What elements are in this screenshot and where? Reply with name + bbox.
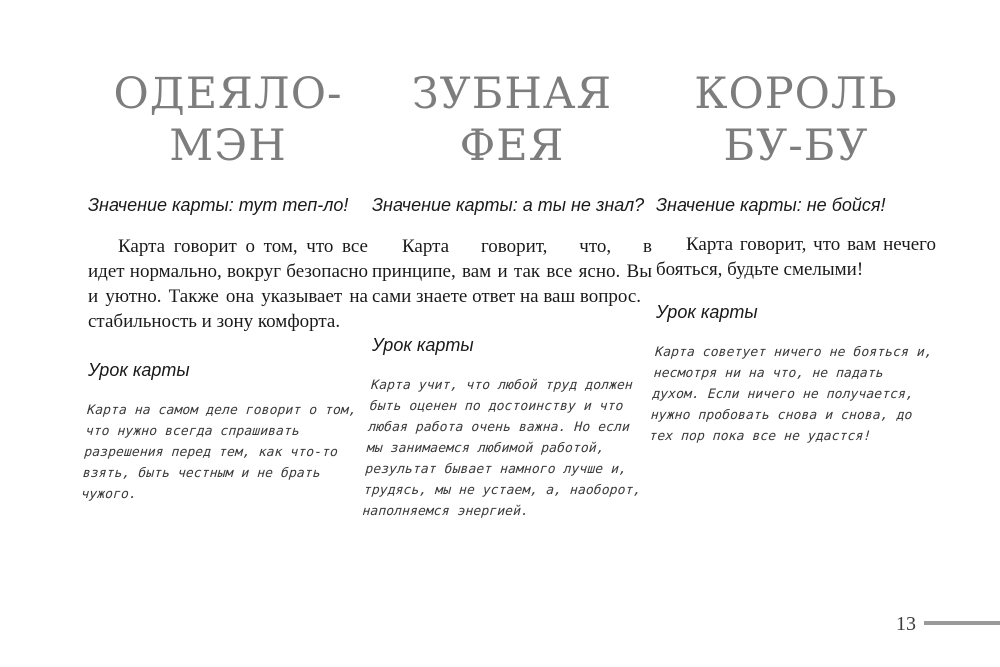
card-column-king-boo-boo xyxy=(648,68,936,447)
card-title xyxy=(372,68,652,178)
lesson-heading: Урок карты xyxy=(88,360,190,380)
card-title-line-1: ЗУБНАЯ xyxy=(411,69,613,119)
card-description: Карта говорит о том, что все идет нормально, вокруг безопасно и уютно. Также она указывает на стабильность и зону комфорта. xyxy=(88,236,368,332)
card-title-line-1: ОДЕЯЛО- xyxy=(113,69,343,119)
lesson-heading: Урок карты xyxy=(372,335,474,355)
card-meaning: Значение карты: тут теп-ло! xyxy=(88,195,349,215)
card-description: Карта говорит, что вам нечего бояться, будьте смелыми! xyxy=(656,234,936,280)
lesson-handwritten-text: Карта советует ничего не бояться и, несмотря ни на что, не падать духом. Если ничего не получается, нужно пробовать снова и снова, до тех пор пока все не удастся! xyxy=(648,345,934,444)
footer-rule xyxy=(924,621,1000,625)
lesson-handwritten-text: Карта учит, что любой труд должен быть оценен по достоинству и что любая работа очень важна. Но если мы занимаемся любимой работой, результат бывает намного лучше и, трудясь, мы не устаем, а, наоборот, наполняемся энергией. xyxy=(361,378,642,519)
card-title-line-2: МЭН xyxy=(169,121,287,171)
page-number: 13 xyxy=(896,613,916,635)
card-column-blanket-man xyxy=(80,68,368,505)
card-meaning: Значение карты: не бойся! xyxy=(656,195,886,215)
lesson-handwritten-text: Карта на самом деле говорит о том, что нужно всегда спрашивать разрешения перед тем, как что-то взять, быть честным и не брать чужого. xyxy=(80,403,358,502)
card-title-line-2: ФЕЯ xyxy=(459,121,565,171)
card-title xyxy=(88,68,368,178)
card-title-line-1: КОРОЛЬ xyxy=(694,69,898,119)
card-column-tooth-fairy xyxy=(361,68,652,522)
card-description: Карта говорит, что, в принципе, вам и так все ясно. Вы сами знаете ответ на ваш вопрос. xyxy=(372,236,652,307)
card-title-line-2: БУ-БУ xyxy=(723,121,869,171)
card-meaning: Значение карты: а ты не знал? xyxy=(372,195,645,215)
card-title xyxy=(656,68,936,178)
lesson-heading: Урок карты xyxy=(656,302,758,322)
